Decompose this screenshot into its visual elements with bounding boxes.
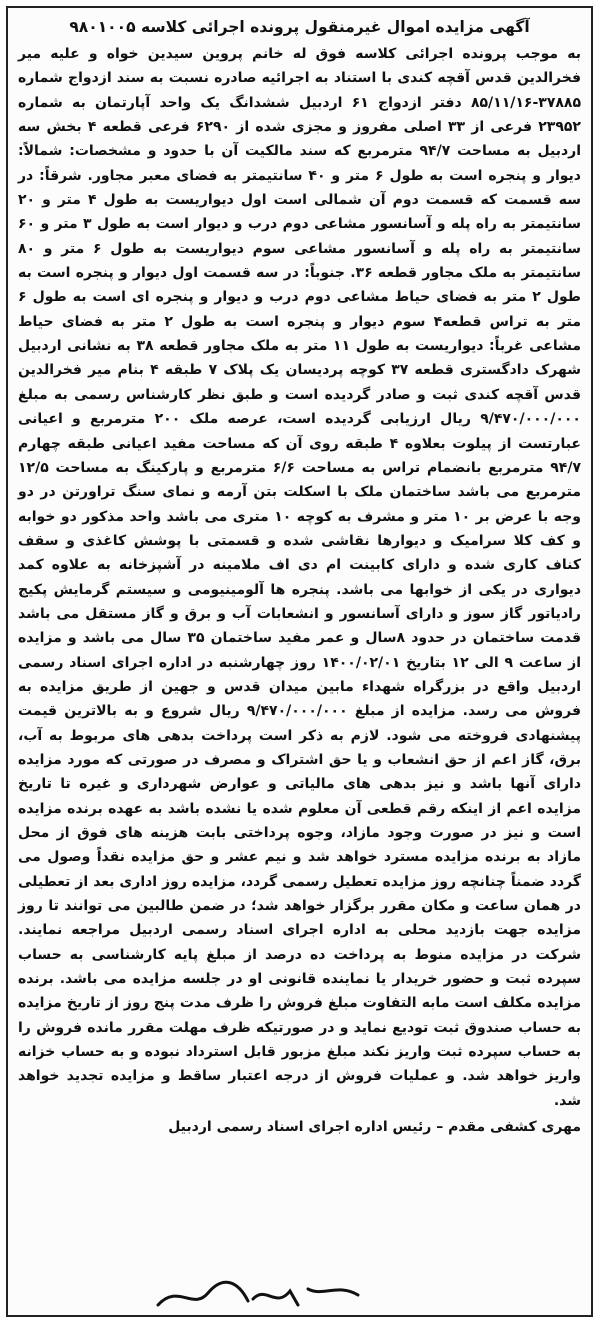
notice-title: آگهی مزایده اموال غیرمنقول پرونده اجرائی کلاسه ۹۸۰۱۰۰۵ bbox=[69, 18, 530, 36]
notice-frame bbox=[6, 6, 593, 1317]
handwritten-signature bbox=[148, 1275, 368, 1315]
signature-line: مهری کشفی مقدم – رئیس اداره اجرای اسناد رسمی اردبیل bbox=[168, 1119, 581, 1136]
notice-body: به موجب پرونده اجرائی کلاسه فوق له خانم پروین سیدین خواه و علیه میر فخرالدین قدس آقچه کندی با استناد به اجرائیه صادره نسبت به سند ازدواج شماره ۳۷۸۸۵-۸۵/۱۱/۱۶ دفتر ازدواج ۶۱ اردبیل ششدانگ یک واحد آپارتمان به شماره ۲۳۹۵۲ فرعی از ۳۳ اصلی مفروز و مجزی شده از ۶۲۹۰ فرعی قطعه ۴ بخش سه اردبیل به مساحت ۹۴/۷ مترمربع که سند مالکیت آن با حدود و مشخصات: شمالاً: دیوار و پنجره است به طول ۶ متر و ۴۰ سانتیمتر به فضای معبر مجاور. شرقاً: در سه قسمت که قسمت دوم آن شمالی است اول دیواریست به طول ۴ متر و ۲۰ سانتیمتر به راه پله و آسانسور مشاعی دوم درب و دیوار است به طول ۳ متر و ۶۰ سانتیمتر به راه پله و آسانسور مشاعی سوم دیواریست به طول ۶ متر و ۸۰ سانتیمتر به ملک مجاور قطعه ۳۶. جنوباً: در سه قسمت اول دیوار و پنجره است به طول ۲ متر به فضای حیاط مشاعی دوم درب و دیوار و پنجره ای است به طول ۶ متر به تراس قطعه۴ سوم دیوار و پنجره است به طول ۲ متر به فضای حیاط مشاعی غرباً: دیواریست به طول ۱۱ متر به ملک مجاور قطعه ۳۸ به نشانی اردبیل شهرک دادگستری قطعه ۳۷ کوچه پردیسان یک پلاک ۷ طبقه ۴ بنام میر فخرالدین قدس آقچه کندی ثبت و صادر گردیده است و طبق نظر کارشناس رسمی به مبلغ ۹/۴۷۰/۰۰۰/۰۰۰ ریال ارزیابی گردیده است، عرصه ملک ۲۰۰ مترمربع و اعیانی عبارتست از پیلوت بعلاوه ۴ طبقه روی آن که مساحت مفید اعیانی طبقه چهارم ۹۴/۷ مترمربع بانضمام تراس به مساحت ۶/۶ مترمربع و پارکینگ به مساحت ۱۲/۵ مترمربع می باشد ساختمان ملک با اسکلت بتن آرمه و نمای سنگ تراورتن در دو وجه با عرض بر ۱۰ متر و مشرف به کوچه ۱۰ متری می باشد واحد مذکور دو خوابه و کف کلا سرامیک و دیوارها نقاشی شده و قسمتی با پوشش کاغذی و سقف کناف کاری شده و دارای کابینت ام دی اف ملامینه در آشپزخانه به علاوه کمد دیواری در یکی از خوابها می باشد. پنجره ها آلومینیومی و سیستم گرمایش پکیج رادیاتور گاز سوز و دارای آسانسور و انشعابات آب و برق و گاز مستقل می باشد قدمت ساختمان در حدود ۸سال و عمر مفید ساختمان ۳۵ سال می باشد و مزایده از ساعت ۹ الی ۱۲ بتاریخ ۱۴۰۰/۰۲/۰۱ روز چهارشنبه در اداره اجرای اسناد رسمی اردبیل واقع در بزرگراه شهداء مابین میدان قدس و جهین از طریق مزایده به فروش می رسد. مزایده از مبلغ ۹/۴۷۰/۰۰۰/۰۰۰ ریال شروع و به بالاترین قیمت پیشنهادی فروخته می شود. لازم به ذکر است پرداخت بدهی های مربوط به آب، برق، گاز اعم از حق انشعاب و یا حق اشتراک و مصرف در صورتی که مورد مزایده دارای آنها باشد و نیز بدهی های مالیاتی و عوارض شهرداری و غیره تا تاریخ مزایده اعم از اینکه رقم قطعی آن معلوم شده یا نشده باشد به عهده برنده مزایده است و نیز در صورت وجود مازاد، وجوه پرداختی بابت هزینه های فوق از محل مازاد به برنده مزایده مسترد خواهد شد و نیم عشر و حق مزایده نقداً وصول می گردد ضمناً چنانچه روز مزایده تعطیل رسمی گردد، مزایده روز اداری بعد از تعطیلی در همان ساعت و مکان مقرر برگزار خواهد شد؛ در ضمن طالبین می توانند تا روز مزایده جهت بازدید محلی به اداره اجرای اسناد رسمی اردبیل مراجعه نمایند. شرکت در مزایده منوط به پرداخت ده درصد از مبلغ پایه کارشناسی به حساب سپرده ثبت و حضور خریدار یا نماینده قانونی او در جلسه مزایده می باشد. برنده مزایده مکلف است مابه التفاوت مبلغ فروش را ظرف مدت پنج روز از تاریخ مزایده به حساب صندوق ثبت تودیع نماید و در صورتیکه ظرف مهلت مقرر مانده فروش را به حساب سپرده ثبت واریز نکند مبلغ مزبور قابل استرداد نبوده و به حساب خزانه واریز خواهد شد. و عملیات فروش از درجه اعتبار ساقط و مزایده تجدید خواهد شد. bbox=[18, 46, 582, 1109]
